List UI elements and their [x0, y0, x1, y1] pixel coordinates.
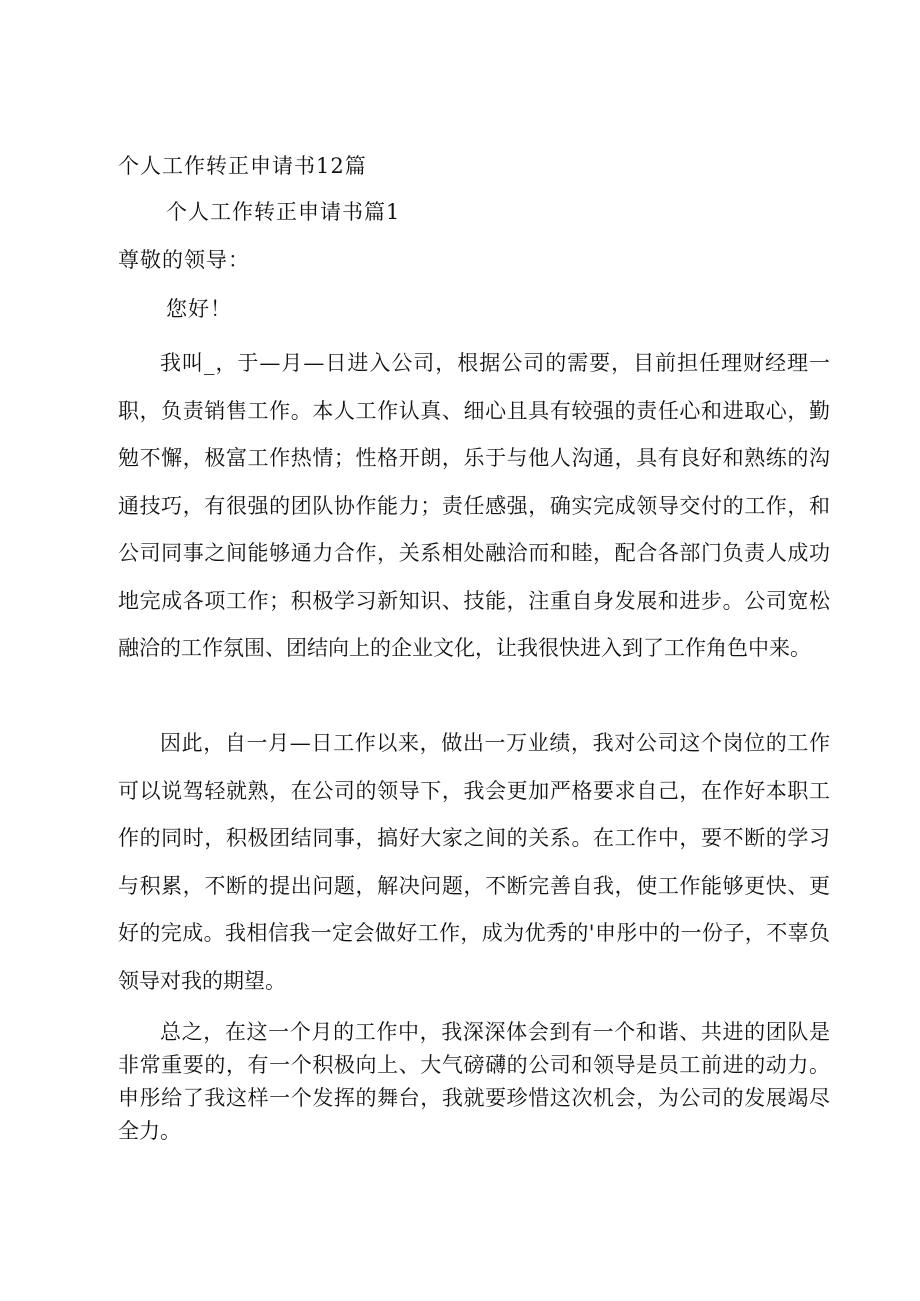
body-paragraph-1: 我叫_，于—月—日进入公司，根据公司的需要，目前担任理财经理一职，负责销售工作。本人工作认真、细心且具有较强的责任心和进取心，勤勉不懈，极富工作热情；性格开朗，乐于与他人沟通，具有良好和熟练的沟通技巧，有很强的团队协作能力；责任感强，确实完成领导交付的工作，和公司同事之间能够通力合作，关系相处融洽而和睦，配合各部门负责人成功地完成各项工作；积极学习新知识、技能，注重自身发展和进步。公司宽松融洽的工作氛围、团结向上的企业文化，让我很快进入到了工作角色中来。	[118, 351, 830, 660]
salutation: 尊敬的领导：	[118, 248, 250, 272]
section-title: 个人工作转正申请书篇1	[166, 200, 401, 224]
body-paragraph-2: 因此，自一月—日工作以来，做出一万业绩，我对公司这个岗位的工作可以说驾轻就熟，在公司的领导下，我会更加严格要求自己，在作好本职工作的同时，积极团结同事，搞好大家之间的关系。在工作中，要不断的学习与积累，不断的提出问题，解决问题，不断完善自我，使工作能够更快、更好的完成。我相信我一定会做好工作，成为优秀的'申彤中的一份子，不辜负领导对我的期望。	[118, 731, 830, 993]
document-title: 个人工作转正申请书12篇	[118, 154, 367, 178]
greeting: 您好！	[166, 297, 232, 321]
body-paragraph-3: 总之，在这一个月的工作中，我深深体会到有一个和谐、共进的团队是非常重要的，有一个积极向上、大气磅礴的公司和领导是员工前进的动力。申彤给了我这样一个发挥的舞台，我就要珍惜这次机会，为公司的发展竭尽全力。	[118, 1020, 830, 1143]
